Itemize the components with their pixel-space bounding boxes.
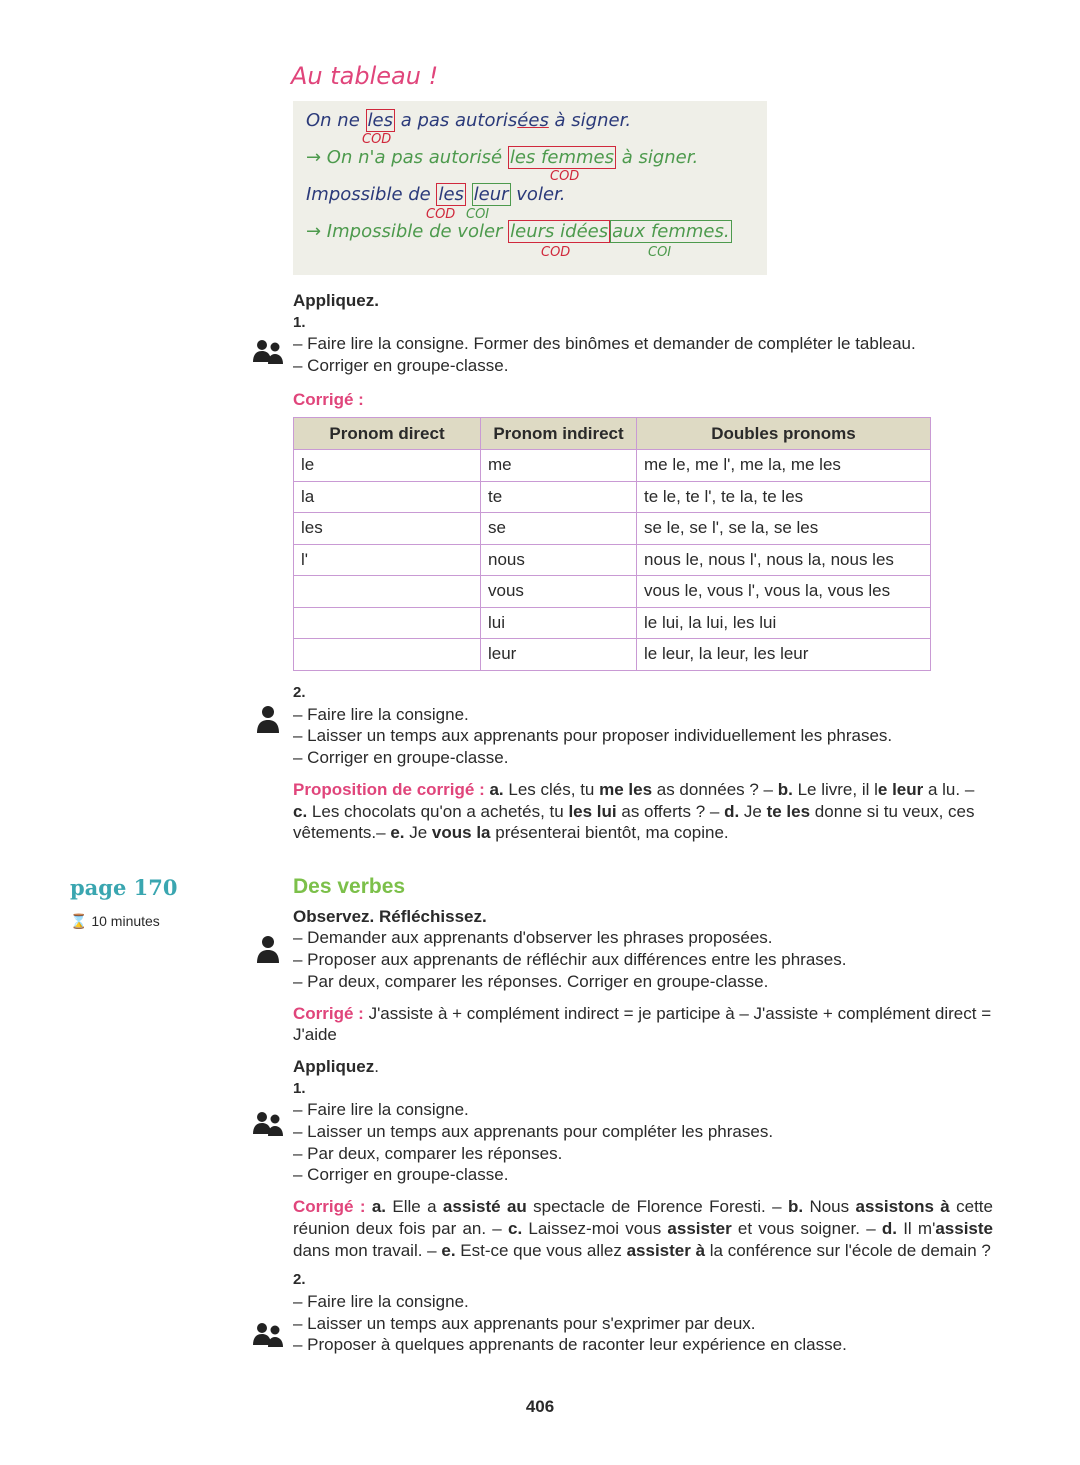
text-segment: b. [777,779,793,799]
text-segment: as données ? – [652,779,778,799]
table-row [294,513,931,545]
table-cell: nous [481,544,637,576]
table-row [294,544,931,576]
coi-label: COI [466,207,490,222]
table-cell: se le, se l', se la, se les [637,513,931,545]
table-cell: te [481,481,637,513]
section-applique-1 [293,290,993,411]
duration [70,913,160,930]
table-cell [294,607,481,639]
text-segment: vous la [431,823,491,843]
table-cell: le lui, la lui, les lui [637,607,931,639]
person-icon [252,705,284,733]
text-segment: J'assiste à + complément indirect = je participe à – J'assiste + complément direct = J'aide [293,1003,992,1045]
instruction: – Faire lire la consigne. [293,704,469,724]
instruction: – Corriger en groupe-classe. [293,356,509,376]
text-segment: c. [507,1218,523,1238]
section-title: Des verbes [293,875,406,898]
text-segment: te les [766,801,811,821]
col-header: Doubles pronoms [637,418,931,450]
text-segment: cette réunion deux fois par an. – [293,1197,993,1238]
heading: Appliquez. [293,291,379,310]
instruction: – Faire lire la consigne. Former des binômes et demander de compléter le tableau. [293,334,916,354]
text-segment: Il m' [896,1218,936,1238]
heading: Appliquez [293,1056,375,1076]
instruction: – Proposer aux apprenants de réfléchir aux différences entre les phrases. [293,950,847,970]
instruction: – Laisser un temps aux apprenants pour proposer individuellement les phrases. [293,726,893,746]
text-segment: c. [293,801,308,821]
table-cell: me [481,450,637,482]
text-segment: les lui [568,801,617,821]
step-number: 1. [293,1079,306,1097]
text-segment: b. [787,1197,804,1217]
step-number: 2. [293,684,306,701]
instruction: – Par deux, comparer les réponses. [293,1143,563,1163]
table-cell: te le, te l', te la, te les [637,481,931,513]
text-segment: Les clés, tu [503,779,600,799]
instruction: – Laisser un temps aux apprenants pour compléter les phrases. [293,1122,774,1142]
cod-label: COD [550,169,580,184]
board-line-4: → Impossible de voler leurs idées aux femmes. [306,221,730,242]
text-segment: spectacle de Florence Foresti. – [526,1197,788,1217]
page-number: 406 [525,1397,555,1416]
person-icon [252,935,284,963]
table-cell [294,576,481,608]
cod-label: COD [362,132,392,147]
board-line-2: → On n'a pas autorisé les femmes à signer. [306,147,699,168]
step-number: 1. [293,313,306,331]
corrige [293,1196,993,1261]
instruction: – Corriger en groupe-classe. [293,1165,509,1185]
table-row [294,481,931,513]
duration-text: 10 minutes [91,913,160,929]
page-reference: page 170 [70,875,178,900]
text-segment: Je [739,801,767,821]
text-segment: a lu. – [923,779,975,799]
text-segment: Corrigé : [293,1003,369,1023]
text-segment: me les [599,779,653,799]
text-segment: assisté au [442,1197,527,1217]
text-segment: a. [371,1197,387,1217]
table-cell: me le, me l', me la, me les [637,450,931,482]
text-segment: assister [667,1218,732,1238]
text-segment: e. [441,1240,456,1260]
cod-label: COD [426,207,456,222]
board-title: Au tableau ! [291,62,439,90]
text-segment: Est-ce que vous allez [455,1240,627,1260]
table-cell: vous le, vous l', vous la, vous les [637,576,931,608]
text-segment: Je [404,823,432,843]
instruction: – Laisser un temps aux apprenants pour s'exprimer par deux. [293,1313,756,1333]
board-line-3: Impossible de les leur voler. [306,184,566,205]
text-segment: Laissez-moi vous [522,1218,668,1238]
pair-icon [252,1321,284,1349]
table-row [294,607,931,639]
table-row [294,576,931,608]
text-segment: Les chocolats qu'on a achetés, tu [307,801,569,821]
text-segment: et vous soigner. – [731,1218,882,1238]
table-row [294,450,931,482]
pair-icon [252,1110,284,1138]
text-segment: la conférence sur l'école de demain ? [705,1240,991,1260]
text-segment: présenterai bientôt, ma copine. [490,823,729,843]
board [293,101,767,275]
table-cell: se [481,513,637,545]
text-segment: donne si tu veux, ces vêtements.– [293,801,975,843]
text-segment: assiste [935,1218,993,1238]
text-segment: Le livre, il l [792,779,878,799]
hourglass-icon: ⌛ [70,913,88,929]
table-cell: lui [481,607,637,639]
col-header: Pronom direct [294,418,481,450]
instruction: – Par deux, comparer les réponses. Corriger en groupe-classe. [293,971,769,991]
section-applique-2 [293,682,993,844]
text-segment: assister à [626,1240,706,1260]
table-cell: nous le, nous l', nous la, nous les [637,544,931,576]
text-segment: e. [390,823,405,843]
section-des-verbes: Des verbes Observez. Réfléchissez. – Demander aux apprenants d'observer les phrases proposées. – Proposer aux apprenants de réfléchir aux différences entre les phrases. – Par deux, comparer les réponses. Corriger en groupe-classe. Corrigé : J'assiste à + complément indirect = je participe à – J'assiste + complément direct = J'aide Appliquez. 1. – Faire lire la consigne. – Laisser un temps aux apprenants pour compléter les phrases. – Par deux, comparer les réponses. – Corriger en groupe-classe. Corrigé : a. Elle a assisté au spectacle de Florence Foresti. – b. Nous assistons à cette réunion deux fois par an. – c. Laissez-moi vous assister et vous soigner. – d. Il m'assiste dans mon travail. – e. Est-ce que vous allez assister à la conférence sur l'école de demain ? 2. – Faire lire la consigne. – Laisser un temps aux apprenants pour s'exprimer par deux. – Proposer à quelques apprenants de raconter leur expérience en classe. [293,875,993,1355]
table-cell: le [294,450,481,482]
table-cell: la [294,481,481,513]
text-segment: as offerts ? – [616,801,725,821]
pair-icon [252,338,284,366]
text-segment: e leur [877,779,924,799]
col-header: Pronom indirect [481,418,637,450]
text-segment: Corrigé : [293,1197,372,1217]
table-cell: leur [481,639,637,671]
table-row [294,639,931,671]
step-number: 2. [293,1271,306,1289]
table-cell: les [294,513,481,545]
pronoun-table [293,417,931,671]
text-segment: d. [881,1218,897,1238]
table-cell: le leur, la leur, les leur [637,639,931,671]
table-cell: vous [481,576,637,608]
corrige-label: Corrigé : [293,389,364,409]
instruction: – Proposer à quelques apprenants de raconter leur expérience en classe. [293,1335,847,1355]
board-line-1: On ne les a pas autorisées à signer. [306,110,632,131]
instruction: – Faire lire la consigne. [293,1100,469,1120]
instruction: – Demander aux apprenants d'observer les phrases proposées. [293,928,773,948]
instruction: – Corriger en groupe-classe. [293,748,509,768]
coi-label: COI [648,245,672,260]
text-segment: dans mon travail. – [293,1240,442,1260]
text-segment: d. [724,801,740,821]
text-segment: assistons à [855,1197,950,1217]
proposition-corrige [293,779,993,844]
text-segment: Nous [803,1197,856,1217]
corrige [293,1003,993,1046]
table-cell [294,639,481,671]
table-cell: l' [294,544,481,576]
text-segment: Elle a [386,1197,443,1217]
instruction: – Faire lire la consigne. [293,1291,469,1311]
text-segment: Proposition de corrigé : [293,779,490,799]
text-segment: a. [489,779,504,799]
heading: Observez. Réfléchissez. [293,906,487,926]
cod-label: COD [541,245,571,260]
